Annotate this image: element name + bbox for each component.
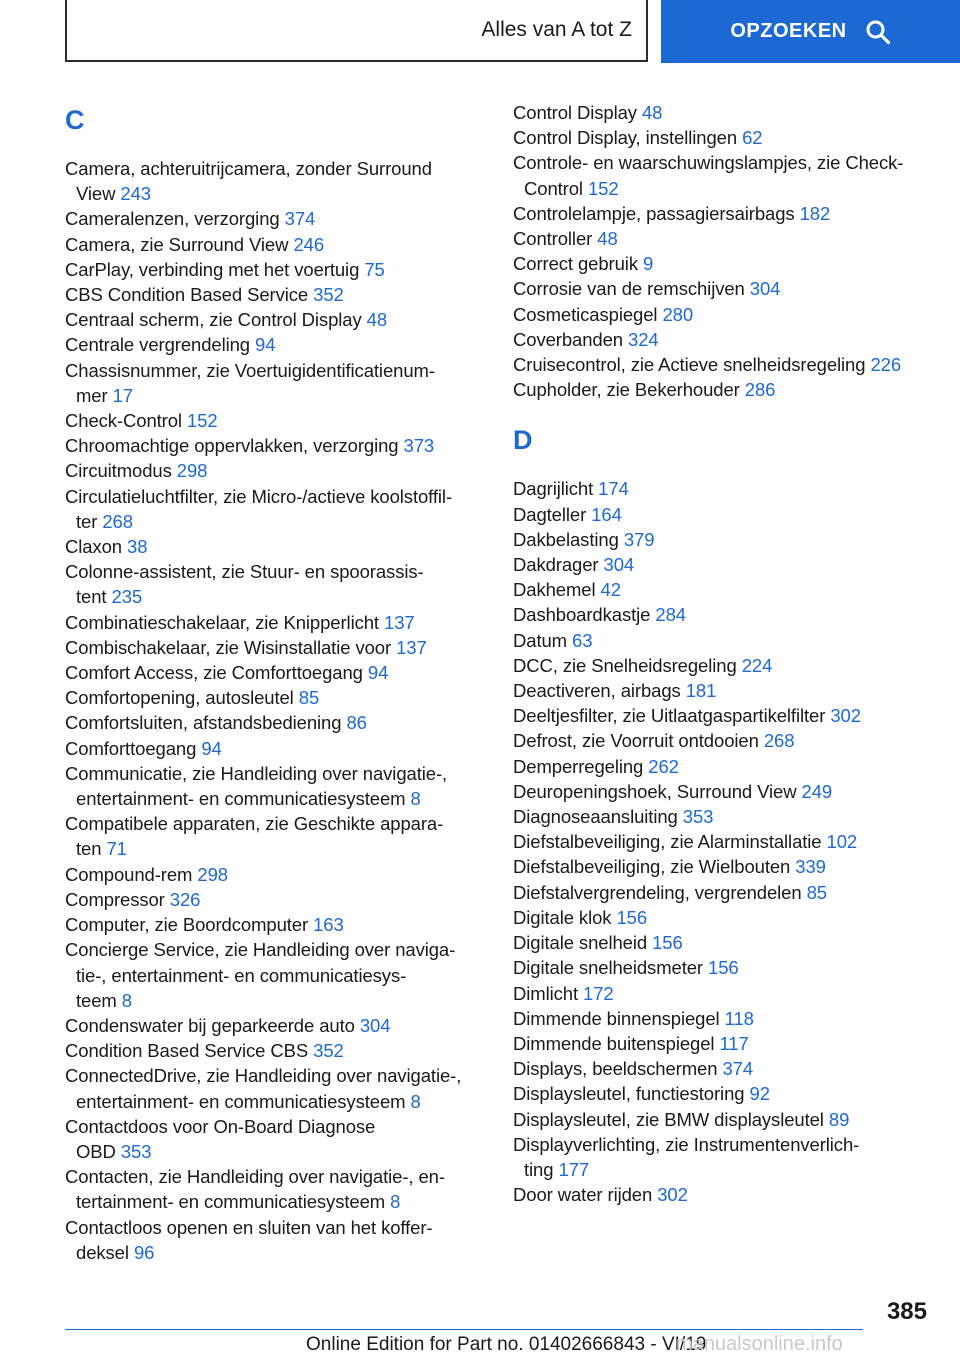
index-entry-text: Digitale klok bbox=[513, 906, 612, 928]
page-reference-link[interactable]: 48 bbox=[641, 102, 663, 123]
index-entry bbox=[513, 226, 943, 251]
index-entry bbox=[513, 703, 943, 728]
index-entry-text: Condenswater bij geparkeerde auto bbox=[65, 1014, 355, 1036]
index-entry-text: Digitale snelheidsmeter bbox=[513, 957, 703, 979]
index-entry-text: Check-Control bbox=[65, 410, 182, 432]
footer-divider bbox=[65, 1329, 863, 1330]
page-reference-link[interactable]: 352 bbox=[313, 284, 344, 306]
index-entry bbox=[513, 527, 943, 552]
index-entry bbox=[65, 887, 495, 912]
index-entry-text: tent bbox=[76, 586, 107, 608]
page-reference-link[interactable]: 374 bbox=[722, 1058, 754, 1080]
tab-opzoeken[interactable] bbox=[661, 0, 960, 63]
index-entry-text: Control Display bbox=[513, 102, 637, 123]
index-entry-text: Displays, beeldschermen bbox=[513, 1058, 718, 1080]
index-entry-text: deksel bbox=[76, 1241, 129, 1263]
index-entry-text: Displayverlichting, zie Instrumentenverlich- bbox=[513, 1133, 860, 1155]
page-reference-link[interactable]: 156 bbox=[652, 932, 683, 954]
index-entry-text: entertainment- en communicatiesysteem bbox=[76, 788, 406, 810]
page-reference-link[interactable]: 92 bbox=[749, 1083, 770, 1105]
page-reference-link[interactable]: 137 bbox=[396, 636, 427, 658]
index-entry bbox=[65, 710, 495, 735]
index-entry bbox=[513, 276, 943, 301]
index-entry-text: mer bbox=[76, 384, 108, 406]
index-entry bbox=[513, 1107, 943, 1132]
index-entry-text: Demperregeling bbox=[513, 755, 644, 777]
index-entry bbox=[513, 1182, 943, 1207]
page-reference-link[interactable]: 268 bbox=[102, 510, 133, 532]
index-entry-text: ConnectedDrive, zie Handleiding over navigatie-, bbox=[65, 1065, 462, 1087]
index-entry-text: Camera, zie Surround View bbox=[65, 233, 289, 255]
page-reference-link[interactable]: 8 bbox=[410, 788, 421, 810]
index-entry bbox=[513, 1031, 943, 1056]
index-entry bbox=[65, 635, 495, 660]
index-entry-text: teem bbox=[76, 989, 117, 1011]
page-reference-link[interactable]: 42 bbox=[600, 579, 621, 601]
index-entry bbox=[513, 653, 943, 678]
page-reference-link[interactable]: 353 bbox=[120, 1140, 152, 1162]
index-entry-text: Contacten, zie Handleiding over navigatie-, en- bbox=[65, 1166, 445, 1188]
index-entry-text: Coverbanden bbox=[513, 328, 623, 350]
index-entry bbox=[65, 937, 495, 1013]
page-reference-link[interactable]: 246 bbox=[293, 233, 325, 255]
index-entry-text: Dagrijlicht bbox=[513, 478, 594, 500]
page-reference-link[interactable]: 181 bbox=[685, 680, 717, 702]
index-entry bbox=[65, 610, 495, 635]
page-reference-link[interactable]: 286 bbox=[744, 379, 776, 401]
page-reference-link[interactable]: 62 bbox=[742, 127, 763, 149]
index-entry bbox=[65, 761, 495, 811]
index-entry bbox=[65, 1013, 495, 1038]
index-entry bbox=[513, 728, 943, 753]
index-entry-text: Correct gebruik bbox=[513, 253, 638, 275]
index-entry bbox=[513, 125, 943, 150]
index-entry-text: Displaysleutel, functiestoring bbox=[513, 1083, 745, 1105]
index-entry-text: Displaysleutel, zie BMW displaysleutel bbox=[513, 1108, 824, 1130]
index-entry-text: Comfortsluiten, afstandsbediening bbox=[65, 712, 342, 734]
index-entry-text: Circulatieluchtfilter, zie Micro-/actieve koolstoffil- bbox=[65, 485, 453, 507]
index-entry-text: View bbox=[76, 183, 116, 205]
index-entry bbox=[65, 408, 495, 433]
top-navigation bbox=[0, 0, 960, 64]
index-entry bbox=[513, 327, 943, 352]
index-entry bbox=[65, 484, 495, 534]
page-reference-link[interactable]: 8 bbox=[390, 1191, 401, 1213]
index-entry-text: Datum bbox=[513, 629, 567, 651]
page-reference-link[interactable]: 235 bbox=[111, 586, 143, 608]
page-reference-link[interactable]: 94 bbox=[255, 334, 276, 356]
page-reference-link[interactable]: 17 bbox=[112, 384, 133, 406]
index-entry bbox=[65, 156, 495, 206]
index-entry-text: Dagteller bbox=[513, 503, 587, 525]
page-reference-link[interactable]: 352 bbox=[313, 1040, 344, 1062]
index-entry bbox=[65, 736, 495, 761]
index-entry bbox=[513, 251, 943, 276]
index-entry bbox=[513, 779, 943, 804]
index-entry bbox=[513, 476, 943, 501]
edition-text: Online Edition for Part no. 01402666843 - VI/19 bbox=[306, 1334, 707, 1355]
index-entry-text: Cameralenzen, verzorging bbox=[65, 208, 280, 230]
index-entry bbox=[65, 232, 495, 257]
search-icon bbox=[865, 19, 891, 45]
index-entry-text: Door water rijden bbox=[513, 1184, 653, 1206]
index-entry-text: Diefstalbeveiliging, zie Wielbouten bbox=[513, 856, 791, 878]
index-entry bbox=[65, 433, 495, 458]
index-entry bbox=[65, 912, 495, 937]
index-entry bbox=[513, 880, 943, 905]
index-entry-text: Cruisecontrol, zie Actieve snelheidsregeling bbox=[513, 354, 866, 376]
page-reference-link[interactable]: 304 bbox=[749, 278, 781, 300]
index-entry-text: Centraal scherm, zie Control Display bbox=[65, 309, 362, 331]
index-entry-text: CarPlay, verbinding met het voertuig bbox=[65, 258, 360, 280]
index-entry-text: Corrosie van de remschijven bbox=[513, 278, 745, 300]
page-reference-link[interactable]: 268 bbox=[763, 730, 795, 752]
index-entry-text: Comfortopening, autosleutel bbox=[65, 687, 294, 709]
index-entry-text: ten bbox=[76, 838, 102, 860]
page-reference-link[interactable]: 137 bbox=[384, 611, 415, 633]
index-entry bbox=[65, 559, 495, 609]
index-entry-text: Claxon bbox=[65, 536, 122, 558]
page-reference-link[interactable]: 174 bbox=[598, 478, 629, 500]
index-entry-text: Dashboardkastje bbox=[513, 604, 651, 626]
tab-search-label: OPZOEKEN bbox=[730, 20, 847, 42]
page-reference-link[interactable]: 94 bbox=[367, 662, 389, 684]
index-entry-text: ting bbox=[524, 1158, 554, 1180]
tab-atoz-label: Alles van A tot Z bbox=[481, 18, 632, 41]
page-reference-link[interactable]: 8 bbox=[121, 989, 132, 1011]
index-entry bbox=[513, 1132, 943, 1182]
page-reference-link[interactable]: 324 bbox=[628, 328, 659, 350]
watermark: manualsonline.info bbox=[676, 1333, 843, 1355]
page-reference-link[interactable]: 298 bbox=[197, 863, 228, 885]
index-entry bbox=[513, 905, 943, 930]
index-entry bbox=[513, 754, 943, 779]
section-letter: D bbox=[513, 425, 533, 456]
index-entry bbox=[513, 955, 943, 980]
index-entry bbox=[513, 602, 943, 627]
index-entry-text: Dimlicht bbox=[513, 982, 578, 1004]
page-reference-link[interactable]: 302 bbox=[830, 705, 861, 727]
page-reference-link[interactable]: 48 bbox=[597, 228, 618, 250]
page-reference-link[interactable]: 339 bbox=[795, 856, 826, 878]
index-column-right bbox=[513, 100, 943, 1207]
index-entry bbox=[65, 332, 495, 357]
index-entry-text: Dimmende binnenspiegel bbox=[513, 1007, 720, 1029]
index-entry-text: CBS Condition Based Service bbox=[65, 284, 309, 306]
index-entry bbox=[65, 1063, 495, 1113]
index-entry-text: Cupholder, zie Bekerhouder bbox=[513, 379, 740, 401]
page-reference-link[interactable]: 38 bbox=[127, 536, 148, 558]
page-reference-link[interactable]: 48 bbox=[366, 309, 388, 331]
index-entry-text: Control Display, instellingen bbox=[513, 127, 738, 149]
page-reference-link[interactable]: 94 bbox=[201, 737, 222, 759]
index-entry-text: Combischakelaar, zie Wisinstallatie voor bbox=[65, 636, 392, 658]
page-reference-link[interactable]: 304 bbox=[603, 554, 635, 576]
page-reference-link[interactable]: 164 bbox=[591, 503, 622, 525]
index-entry bbox=[65, 1114, 495, 1164]
index-entry bbox=[513, 1006, 943, 1031]
index-entry bbox=[65, 282, 495, 307]
index-entry bbox=[513, 352, 943, 377]
page-reference-link[interactable]: 63 bbox=[572, 629, 593, 651]
page-reference-link[interactable]: 182 bbox=[799, 202, 831, 224]
index-entry bbox=[513, 377, 943, 402]
index-entry-text: Dakdrager bbox=[513, 554, 599, 576]
page-reference-link[interactable]: 249 bbox=[801, 780, 833, 802]
index-entry-text: Dakhemel bbox=[513, 579, 596, 601]
page-reference-link[interactable]: 163 bbox=[313, 914, 344, 936]
index-entry bbox=[65, 358, 495, 408]
index-entry-text: Cosmeticaspiegel bbox=[513, 303, 658, 325]
index-entry bbox=[513, 552, 943, 577]
index-entry-text: Condition Based Service CBS bbox=[65, 1040, 309, 1062]
page-reference-link[interactable]: 89 bbox=[828, 1108, 850, 1130]
index-entry bbox=[65, 1215, 495, 1265]
page-number: 385 bbox=[886, 1298, 927, 1325]
index-entry-text: Concierge Service, zie Handleiding over naviga- bbox=[65, 939, 456, 961]
index-entry bbox=[513, 678, 943, 703]
index-entry bbox=[65, 257, 495, 282]
index-entry-text: Controller bbox=[513, 228, 593, 250]
index-entry-text: Chassisnummer, zie Voertuigidentificatienum- bbox=[65, 359, 435, 381]
index-entry bbox=[65, 811, 495, 861]
index-entry bbox=[513, 502, 943, 527]
index-entry bbox=[513, 981, 943, 1006]
index-entry-text: Controlelampje, passagiersairbags bbox=[513, 202, 795, 224]
index-entry-text: Contactloos openen en sluiten van het koffer- bbox=[65, 1216, 433, 1238]
index-entry-text: Deactiveren, airbags bbox=[513, 680, 681, 702]
index-entry-text: Compressor bbox=[65, 888, 165, 910]
index-entry-text: Dimmende buitenspiegel bbox=[513, 1032, 715, 1054]
index-entry bbox=[65, 1164, 495, 1214]
page-reference-link[interactable]: 102 bbox=[826, 831, 858, 853]
index-entry-text: Compatibele apparaten, zie Geschikte appara- bbox=[65, 813, 444, 835]
index-entry bbox=[65, 307, 495, 332]
index-entry-text: Defrost, zie Voorruit ontdooien bbox=[513, 730, 759, 752]
index-entry bbox=[513, 302, 943, 327]
index-entry-text: tertainment- en communicatiesysteem bbox=[76, 1191, 386, 1213]
index-entry-text: Dakbelasting bbox=[513, 528, 619, 550]
index-entry bbox=[65, 1038, 495, 1063]
index-entry bbox=[65, 660, 495, 685]
index-entry-text: Chroomachtige oppervlakken, verzorging bbox=[65, 435, 399, 457]
page-reference-link[interactable]: 118 bbox=[724, 1007, 754, 1029]
index-entry-text: Digitale snelheid bbox=[513, 932, 648, 954]
index-entry-text: Camera, achteruitrijcamera, zonder Surround bbox=[65, 158, 432, 179]
page-reference-link[interactable]: 304 bbox=[359, 1014, 391, 1036]
page-reference-link[interactable]: 156 bbox=[616, 906, 648, 928]
index-entry bbox=[65, 534, 495, 559]
index-entry-text: Diefstalvergrendeling, vergrendelen bbox=[513, 881, 802, 903]
index-entry bbox=[513, 1056, 943, 1081]
section-letter: C bbox=[65, 105, 85, 135]
index-entry-text: OBD bbox=[76, 1140, 116, 1162]
page-reference-link[interactable]: 9 bbox=[643, 253, 654, 275]
index-entry-text: Computer, zie Boordcomputer bbox=[65, 914, 309, 936]
page-reference-link[interactable]: 326 bbox=[169, 888, 201, 910]
page-reference-link[interactable]: 353 bbox=[682, 806, 714, 828]
page-reference-link[interactable]: 117 bbox=[719, 1032, 749, 1054]
index-entry-text: Controle- en waarschuwingslampjes, zie Check- bbox=[513, 152, 904, 174]
index-entry-text: entertainment- en communicatiesysteem bbox=[76, 1090, 406, 1112]
index-entry-text: Deeltjesfilter, zie Uitlaatgaspartikelfilter bbox=[513, 705, 826, 727]
index-entry-text: Control bbox=[524, 177, 583, 199]
page-reference-link[interactable]: 280 bbox=[662, 303, 694, 325]
tab-alles-van-a-tot-z[interactable] bbox=[65, 0, 648, 62]
page-reference-link[interactable]: 177 bbox=[558, 1158, 590, 1180]
page-reference-link[interactable]: 224 bbox=[741, 654, 773, 676]
index-entry bbox=[513, 1081, 943, 1106]
page-reference-link[interactable]: 152 bbox=[587, 177, 619, 199]
index-entry bbox=[513, 150, 943, 200]
page-reference-link[interactable]: 8 bbox=[410, 1090, 421, 1112]
index-entry bbox=[513, 201, 943, 226]
index-entry-text: Communicatie, zie Handleiding over navigatie-, bbox=[65, 762, 448, 784]
page-reference-link[interactable]: 96 bbox=[133, 1241, 155, 1263]
page-reference-link[interactable]: 284 bbox=[655, 604, 686, 626]
page-reference-link[interactable]: 243 bbox=[120, 183, 151, 205]
index-entry-text: Diagnoseaansluiting bbox=[513, 806, 678, 828]
index-entry-text: Comforttoegang bbox=[65, 737, 197, 759]
index-entry bbox=[65, 685, 495, 710]
index-entry bbox=[65, 206, 495, 231]
index-entry bbox=[513, 100, 943, 125]
page-reference-link[interactable]: 152 bbox=[186, 410, 218, 432]
page-reference-link[interactable]: 374 bbox=[284, 208, 316, 230]
index-entry bbox=[65, 458, 495, 483]
page-reference-link[interactable]: 86 bbox=[346, 712, 367, 734]
index-entry-text: Centrale vergrendeling bbox=[65, 334, 250, 356]
index-entry-text: tie-, entertainment- en communicatiesys- bbox=[76, 964, 407, 986]
page-reference-link[interactable]: 373 bbox=[403, 435, 435, 457]
page-reference-link[interactable]: 75 bbox=[364, 258, 385, 280]
index-entry-text: DCC, zie Snelheidsregeling bbox=[513, 654, 737, 676]
index-entry bbox=[513, 628, 943, 653]
index-entry bbox=[65, 862, 495, 887]
index-entry-text: ter bbox=[76, 510, 98, 532]
index-entry bbox=[513, 577, 943, 602]
page-reference-link[interactable]: 226 bbox=[870, 354, 902, 376]
index-entry bbox=[513, 804, 943, 829]
index-entry-text: Compound-rem bbox=[65, 863, 193, 885]
page-reference-link[interactable]: 156 bbox=[708, 957, 739, 979]
index-column-left bbox=[65, 100, 495, 1265]
index-entry-text: Circuitmodus bbox=[65, 460, 172, 482]
page-reference-link[interactable]: 298 bbox=[176, 460, 208, 482]
index-entry bbox=[513, 854, 943, 879]
page-reference-link[interactable]: 172 bbox=[583, 982, 614, 1004]
index-entry-text: Deuropeningshoek, Surround View bbox=[513, 780, 797, 802]
index-entry-text: Diefstalbeveiliging, zie Alarminstallatie bbox=[513, 831, 822, 853]
page-reference-link[interactable]: 379 bbox=[623, 528, 655, 550]
page-reference-link[interactable]: 85 bbox=[298, 687, 320, 709]
index-entry-text: Combinatieschakelaar, zie Knipperlicht bbox=[65, 611, 379, 633]
index-entry bbox=[513, 930, 943, 955]
page-reference-link[interactable]: 302 bbox=[657, 1184, 688, 1206]
index-entry-text: Contactdoos voor On-Board Diagnose bbox=[65, 1115, 376, 1137]
page-reference-link[interactable]: 262 bbox=[648, 755, 679, 777]
index-entry-text: Comfort Access, zie Comforttoegang bbox=[65, 662, 363, 684]
page-reference-link[interactable]: 71 bbox=[106, 838, 127, 860]
page-reference-link[interactable]: 85 bbox=[806, 881, 827, 903]
index-entry-text: Colonne-assistent, zie Stuur- en spoorassis- bbox=[65, 561, 424, 583]
index-entry bbox=[513, 829, 943, 854]
